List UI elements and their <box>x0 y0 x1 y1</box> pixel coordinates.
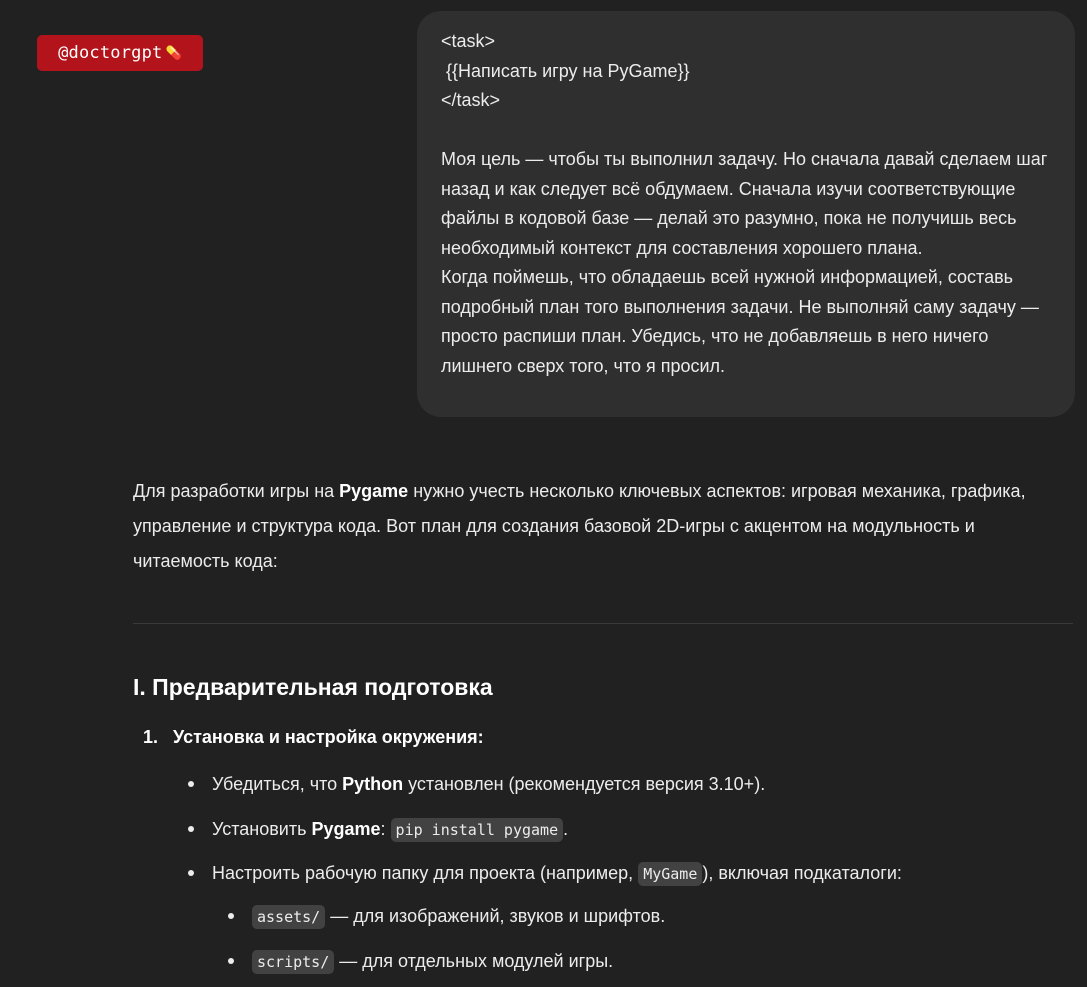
section-divider <box>133 623 1073 624</box>
step-heading <box>143 727 484 748</box>
task-content: {{Написать игру на PyGame}} <box>441 60 690 81</box>
step-number: 1. <box>143 727 159 747</box>
pill-icon: 💊 <box>165 45 182 61</box>
list-item: Убедиться, что Python установлен (рекомендуется версия 3.10+). <box>212 771 765 797</box>
bullet-dot <box>228 958 234 964</box>
intro-bold: Pygame <box>339 481 409 501</box>
section-heading: I. Предварительная подготовка <box>133 674 493 700</box>
inline-code: scripts/ <box>252 950 334 974</box>
bullet-dot <box>188 870 194 876</box>
assistant-intro <box>133 474 1073 579</box>
inline-code: assets/ <box>252 905 325 929</box>
list-item: scripts/ — для отдельных модулей игры. <box>252 948 613 975</box>
bullet-dot <box>228 913 234 919</box>
bullet-dot <box>188 781 194 787</box>
bullet-dot <box>188 826 194 832</box>
inline-code: MyGame <box>638 862 702 886</box>
task-open-tag: <task> <box>441 31 496 51</box>
user-paragraph-1: Моя цель — чтобы ты выполнил задачу. Но сначала давай сделаем шаг назад и как следует всё обдумаем. Сначала изучи соответствующие файлы в кодовой базе — делай это разумно, пока не получишь весь необходимый контекст для составления хорошего плана. <box>441 149 1053 258</box>
intro-paragraph: Для разработки игры на Pygame нужно учесть несколько ключевых аспектов: игровая механика, графика, управление и структура кода. Вот план для создания базовой 2D-игры с акцентом на модульность и читаемость кода: <box>133 481 1026 571</box>
user-message-bubble <box>417 11 1075 417</box>
list-item: Настроить рабочую папку для проекта (например, MyGame ), включая подкаталоги: <box>212 860 902 887</box>
list-item: Установить Pygame: pip install pygame . <box>212 816 568 843</box>
user-paragraph-2: Когда поймешь, что обладаешь всей нужной информацией, составь подробный план того выполнения задачи. Не выполняй саму задачу — просто распиши план. Убедись, что не добавляешь в него ничего лишнего сверх того, что я просил. <box>441 267 1044 376</box>
inline-code: pip install pygame <box>391 818 564 842</box>
brand-handle: @doctorgpt <box>58 43 163 63</box>
step-title: Установка и настройка окружения: <box>173 727 484 747</box>
task-close-tag: </task> <box>441 90 501 110</box>
list-item: assets/ — для изображений, звуков и шрифтов. <box>252 903 665 930</box>
brand-watermark <box>37 35 203 71</box>
